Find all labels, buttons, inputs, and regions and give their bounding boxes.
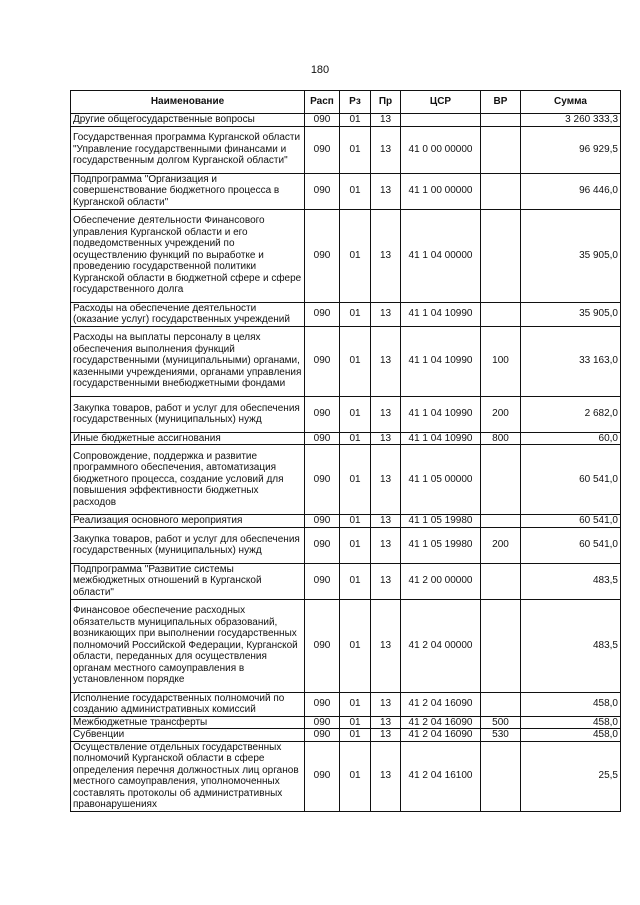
cell-rz: 01 — [340, 716, 371, 729]
cell-pr: 13 — [371, 741, 401, 811]
cell-name: Закупка товаров, работ и услуг для обеспечения государственных (муниципальных) нужд — [71, 396, 305, 432]
header-rz: Рз — [340, 91, 371, 114]
table-row — [71, 563, 621, 599]
cell-csr: 41 1 00 00000 — [401, 173, 481, 209]
cell-sum: 35 905,0 — [521, 209, 621, 302]
table-header — [71, 91, 621, 114]
cell-pr: 13 — [371, 114, 401, 127]
cell-vr — [481, 209, 521, 302]
cell-rasp: 090 — [305, 326, 340, 396]
cell-rz: 01 — [340, 527, 371, 563]
cell-vr: 530 — [481, 729, 521, 742]
cell-vr — [481, 692, 521, 716]
cell-rasp: 090 — [305, 599, 340, 692]
cell-vr: 500 — [481, 716, 521, 729]
cell-vr: 800 — [481, 432, 521, 445]
cell-sum: 33 163,0 — [521, 326, 621, 396]
cell-pr: 13 — [371, 209, 401, 302]
cell-vr — [481, 126, 521, 173]
cell-sum: 96 446,0 — [521, 173, 621, 209]
cell-pr: 13 — [371, 445, 401, 515]
table-row — [71, 515, 621, 528]
cell-rz: 01 — [340, 114, 371, 127]
cell-pr: 13 — [371, 692, 401, 716]
cell-name: Реализация основного мероприятия — [71, 515, 305, 528]
cell-csr: 41 2 04 16090 — [401, 729, 481, 742]
cell-rz: 01 — [340, 432, 371, 445]
cell-sum: 2 682,0 — [521, 396, 621, 432]
cell-csr: 41 1 05 19980 — [401, 515, 481, 528]
cell-rz: 01 — [340, 515, 371, 528]
cell-rz: 01 — [340, 302, 371, 326]
cell-name: Государственная программа Курганской области "Управление государственными финансами и государственным долгом Курганской области" — [71, 126, 305, 173]
header-name: Наименование — [71, 91, 305, 114]
cell-vr — [481, 515, 521, 528]
cell-name: Расходы на обеспечение деятельности (оказание услуг) государственных учреждений — [71, 302, 305, 326]
cell-csr: 41 1 04 10990 — [401, 326, 481, 396]
cell-rasp: 090 — [305, 209, 340, 302]
cell-sum: 458,0 — [521, 729, 621, 742]
cell-vr — [481, 173, 521, 209]
cell-csr: 41 2 04 16090 — [401, 692, 481, 716]
cell-csr: 41 2 00 00000 — [401, 563, 481, 599]
cell-sum: 3 260 333,3 — [521, 114, 621, 127]
cell-pr: 13 — [371, 126, 401, 173]
cell-rasp: 090 — [305, 302, 340, 326]
table-row — [71, 599, 621, 692]
header-csr: ЦСР — [401, 91, 481, 114]
table-row — [71, 173, 621, 209]
table-row — [71, 692, 621, 716]
cell-csr: 41 1 04 10990 — [401, 432, 481, 445]
table-row — [71, 302, 621, 326]
cell-rz: 01 — [340, 563, 371, 599]
cell-pr: 13 — [371, 302, 401, 326]
cell-name: Иные бюджетные ассигнования — [71, 432, 305, 445]
cell-vr: 200 — [481, 527, 521, 563]
cell-rasp: 090 — [305, 445, 340, 515]
cell-pr: 13 — [371, 729, 401, 742]
cell-rasp: 090 — [305, 716, 340, 729]
budget-table — [70, 90, 621, 812]
cell-csr: 41 2 04 00000 — [401, 599, 481, 692]
cell-rasp: 090 — [305, 729, 340, 742]
cell-rasp: 090 — [305, 527, 340, 563]
cell-pr: 13 — [371, 599, 401, 692]
cell-vr — [481, 741, 521, 811]
table-row — [71, 209, 621, 302]
cell-sum: 96 929,5 — [521, 126, 621, 173]
cell-csr — [401, 114, 481, 127]
cell-rz: 01 — [340, 396, 371, 432]
cell-rasp: 090 — [305, 741, 340, 811]
cell-rz: 01 — [340, 326, 371, 396]
cell-csr: 41 1 05 00000 — [401, 445, 481, 515]
cell-sum: 60 541,0 — [521, 515, 621, 528]
cell-pr: 13 — [371, 173, 401, 209]
cell-rasp: 090 — [305, 114, 340, 127]
cell-name: Межбюджетные трансферты — [71, 716, 305, 729]
cell-sum: 60 541,0 — [521, 527, 621, 563]
cell-rasp: 090 — [305, 692, 340, 716]
table-row — [71, 445, 621, 515]
table-body — [71, 114, 621, 812]
cell-rz: 01 — [340, 126, 371, 173]
cell-rz: 01 — [340, 729, 371, 742]
cell-vr — [481, 563, 521, 599]
cell-sum: 483,5 — [521, 563, 621, 599]
cell-rasp: 090 — [305, 173, 340, 209]
cell-vr: 100 — [481, 326, 521, 396]
cell-vr — [481, 302, 521, 326]
cell-rasp: 090 — [305, 563, 340, 599]
table-row — [71, 396, 621, 432]
table-row — [71, 114, 621, 127]
cell-sum: 458,0 — [521, 692, 621, 716]
cell-name: Подпрограмма "Организация и совершенствование бюджетного процесса в Курганской области" — [71, 173, 305, 209]
cell-sum: 483,5 — [521, 599, 621, 692]
cell-pr: 13 — [371, 515, 401, 528]
cell-csr: 41 2 04 16090 — [401, 716, 481, 729]
cell-rasp: 090 — [305, 396, 340, 432]
page-number: 180 — [310, 64, 330, 76]
header-pr: Пр — [371, 91, 401, 114]
cell-pr: 13 — [371, 563, 401, 599]
cell-pr: 13 — [371, 716, 401, 729]
table-row — [71, 741, 621, 811]
table-row — [71, 326, 621, 396]
cell-name: Закупка товаров, работ и услуг для обеспечения государственных (муниципальных) нужд — [71, 527, 305, 563]
header-vr: ВР — [481, 91, 521, 114]
cell-csr: 41 2 04 16100 — [401, 741, 481, 811]
cell-vr: 200 — [481, 396, 521, 432]
cell-rz: 01 — [340, 209, 371, 302]
cell-name: Расходы на выплаты персоналу в целях обеспечения выполнения функций государственными (муниципальными) органами, казенными учреждениями, органами управления государственными внебюджетными фондами — [71, 326, 305, 396]
cell-pr: 13 — [371, 527, 401, 563]
header-row — [71, 91, 621, 114]
cell-name: Сопровождение, поддержка и развитие программного обеспечения, автоматизация бюджетного процесса, создание условий для повышения эффективности бюджетных расходов — [71, 445, 305, 515]
cell-name: Субвенции — [71, 729, 305, 742]
cell-name: Финансовое обеспечение расходных обязательств муниципальных образований, возникающих при выполнении государственных полномочий Российской Федерации, Курганской области, переданных для осуществления органам местного самоуправления в установленном порядке — [71, 599, 305, 692]
table-row — [71, 729, 621, 742]
cell-pr: 13 — [371, 432, 401, 445]
cell-name: Обеспечение деятельности Финансового управления Курганской области и его подведомственных учреждений по осуществлению функций по выработке и проведению государственной политики Курганской области в бюджетной сфере и сфере государственного долга — [71, 209, 305, 302]
cell-pr: 13 — [371, 326, 401, 396]
cell-csr: 41 0 00 00000 — [401, 126, 481, 173]
cell-rz: 01 — [340, 599, 371, 692]
cell-sum: 60 541,0 — [521, 445, 621, 515]
cell-vr — [481, 114, 521, 127]
cell-name: Другие общегосударственные вопросы — [71, 114, 305, 127]
cell-name: Исполнение государственных полномочий по созданию административных комиссий — [71, 692, 305, 716]
cell-vr — [481, 599, 521, 692]
header-sum: Сумма — [521, 91, 621, 114]
cell-rz: 01 — [340, 692, 371, 716]
cell-csr: 41 1 05 19980 — [401, 527, 481, 563]
cell-sum: 458,0 — [521, 716, 621, 729]
cell-sum: 35 905,0 — [521, 302, 621, 326]
cell-vr — [481, 445, 521, 515]
cell-csr: 41 1 04 00000 — [401, 209, 481, 302]
cell-csr: 41 1 04 10990 — [401, 302, 481, 326]
cell-name: Осуществление отдельных государственных полномочий Курганской области в сфере определения перечня должностных лиц органов местного самоуправления, уполномоченных составлять протоколы об административных правонарушениях — [71, 741, 305, 811]
cell-rz: 01 — [340, 741, 371, 811]
table-row — [71, 126, 621, 173]
cell-rz: 01 — [340, 445, 371, 515]
cell-sum: 60,0 — [521, 432, 621, 445]
cell-name: Подпрограмма "Развитие системы межбюджетных отношений в Курганской области" — [71, 563, 305, 599]
cell-rz: 01 — [340, 173, 371, 209]
cell-sum: 25,5 — [521, 741, 621, 811]
cell-pr: 13 — [371, 396, 401, 432]
cell-rasp: 090 — [305, 515, 340, 528]
cell-rasp: 090 — [305, 126, 340, 173]
cell-rasp: 090 — [305, 432, 340, 445]
table-row — [71, 716, 621, 729]
header-rasp: Расп — [305, 91, 340, 114]
table-row — [71, 432, 621, 445]
cell-csr: 41 1 04 10990 — [401, 396, 481, 432]
table-row — [71, 527, 621, 563]
